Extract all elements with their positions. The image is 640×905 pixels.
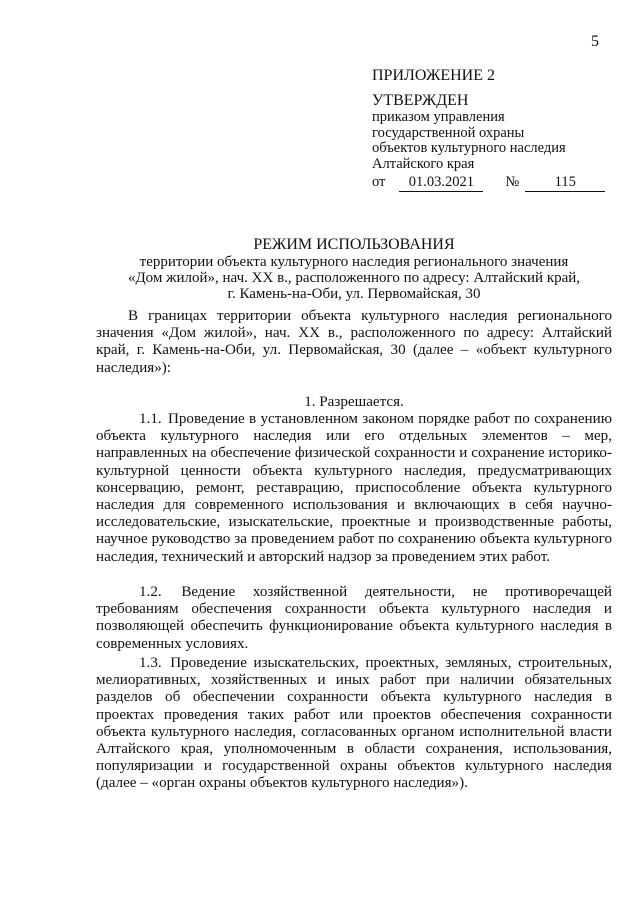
order-line: Алтайского края [372,155,475,172]
order-number: 115 [525,174,605,192]
section-title: 1. Разрешается. [304,394,404,410]
approval-block [372,66,608,192]
intro-paragraph: В границах территории объекта культурного наследия регионального значения «Дом жилой», нач. XX в., расположенного по адресу: Алтайский край, г. Камень-на-Оби, ул. Первомайская, 30 (далее – «объект культурного наследия»): [96,308,612,376]
document-subtitle-line: г. Камень-на-Оби, ул. Первомайская, 30 [227,286,481,302]
order-date-number [372,174,608,192]
order-date: 01.03.2021 [399,174,483,192]
clause-number: 1.3. [139,655,162,671]
document-subtitle-line: территории объекта культурного наследия регионального значения [139,254,569,270]
clause-text: Проведение в установленном законом порядке работ по сохранению объекта культурного наследия или его отдельных элементов – мер, направленных на обеспечение физической сохранности и сохранение историко-культурной ценности объекта культурного наследия, предусматривающих консервацию, ремонт, реставрацию, приспособление объекта культурного наследия для современного использования и включающих в себя научно-исследовательские, изыскательские, проектные и производственные работы, научное руководство за проведением работ по сохранению объекта культурного наследия, технический и авторский надзор за проведением этих работ. [96,411,612,565]
clause-number: 1.1. [139,411,162,427]
from-label: от [372,174,386,190]
clause-paragraph [96,584,612,653]
clause-paragraph [96,411,612,566]
order-line: государственной охраны [372,124,525,141]
clause-number: 1.2. [139,584,162,600]
order-line: приказом управления [372,109,505,125]
approved-label: УТВЕРЖДЕН [372,92,469,109]
number-label: № [505,174,520,190]
clause-text: Ведение хозяйственной деятельности, не противоречащей требованиям обеспечения сохранности объекта культурного наследия и позволяющей обеспечить функционирование объекта культурного наследия в современных условиях. [96,584,612,652]
document-title: РЕЖИМ ИСПОЛЬЗОВАНИЯ [253,236,455,253]
document-subtitle-line: «Дом жилой», нач. XX в., расположенного по адресу: Алтайский край, [127,270,581,286]
order-line: объектов культурного наследия [372,140,566,156]
page-number: 5 [591,33,599,50]
appendix-label: ПРИЛОЖЕНИЕ 2 [372,67,496,84]
clause-text: Проведение изыскательских, проектных, земляных, строительных, мелиоративных, хозяйственных и иных работ при наличии обязательных разделов об обеспечении сохранности объекта культурного наследия в проектах проведения таких работ или проектов обеспечения сохранности объекта культурного наследия, согласованных органом исполнительной власти Алтайского края, уполномоченным в области сохранения, использования, популяризации и государственной охраны объектов культурного наследия (далее – «орган охраны объектов культурного наследия»). [96,655,612,792]
document-heading [96,236,612,302]
clause-paragraph [96,655,612,793]
